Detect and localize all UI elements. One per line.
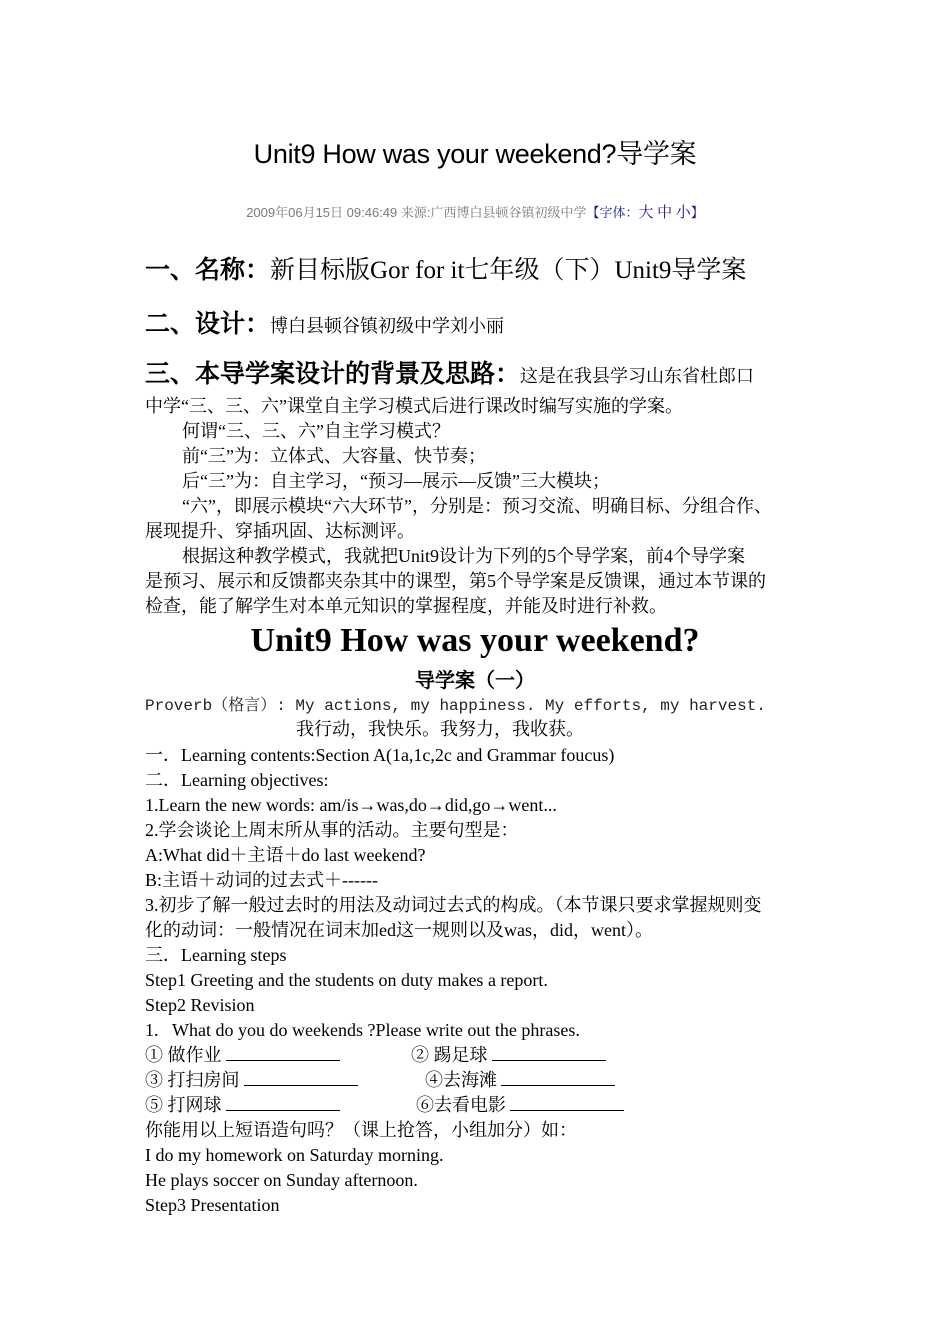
phrase-label: ④去海滩: [425, 1070, 497, 1090]
phrase-label: ⑤ 打网球: [145, 1095, 222, 1115]
phrase-item: [411, 1043, 606, 1068]
lesson-line: 1.Learn the new words: am/is→was,do→did,go→went...: [145, 795, 557, 815]
section-heading: 三、本导学案设计的背景及思路：: [145, 361, 521, 388]
font-size-close: 】: [690, 205, 704, 220]
lesson-line: B:主语＋动词的过去式＋------: [145, 870, 378, 890]
phrase-item: [145, 1093, 340, 1118]
lesson-line: 三．Learning steps: [145, 945, 287, 965]
lesson-line: 一．Learning contents:Section A(1a,1c,2c and Grammar foucus): [145, 745, 615, 765]
paragraph-line: 是预习、展示和反馈都夹杂其中的课型，第5个导学案是反馈课，通过本节课的: [145, 571, 766, 591]
lesson-line: 化的动词：一般情况在词末加ed这一规则以及was，did，went）。: [145, 920, 653, 940]
font-size-medium-link[interactable]: 中: [657, 204, 673, 221]
font-size-small-link[interactable]: 小: [675, 204, 691, 221]
phrase-item: [425, 1068, 615, 1093]
unit-title: Unit9 How was your weekend?: [250, 622, 700, 659]
section-design: [145, 304, 504, 340]
lesson-line: A:What did＋主语＋do last weekend?: [145, 845, 426, 865]
phrase-item: [416, 1093, 624, 1118]
lesson-line: 2.学会谈论上周末所从事的活动。主要句型是：: [145, 820, 519, 840]
paragraph-line: 前“三”为：立体式、大容量、快节奏；: [182, 446, 486, 466]
paragraph-line: 展现提升、穿插巩固、达标测评。: [145, 521, 415, 541]
phrase-item: [145, 1068, 358, 1093]
section-value: 新目标版Gor for it七年级（下）Unit9导学案: [270, 257, 747, 284]
lesson-line: Step2 Revision: [145, 995, 255, 1015]
answer-blank[interactable]: [510, 1094, 624, 1111]
closing-line: He plays soccer on Sunday afternoon.: [145, 1170, 418, 1190]
publish-date-source: 2009年06月15日 09:46:49 来源:广西博白县顿谷镇初级中学: [246, 205, 587, 220]
section-value: 博白县顿谷镇初级中学刘小丽: [270, 316, 505, 336]
font-size-large-link[interactable]: 大: [638, 204, 654, 221]
proverb: Proverb（格言）: My actions, my happiness. My efforts, my harvest.: [145, 697, 766, 715]
lesson-line: Step1 Greeting and the students on duty makes a report.: [145, 970, 548, 990]
paragraph-line: 何谓“三、三、六”自主学习模式？: [182, 421, 450, 441]
section-heading: 一、名称：: [145, 257, 271, 284]
answer-blank[interactable]: [226, 1094, 340, 1111]
answer-blank[interactable]: [492, 1044, 606, 1061]
phrase-item: [145, 1043, 340, 1068]
unit-subtitle: 导学案（一）: [415, 670, 535, 692]
lesson-line: 二．Learning objectives:: [145, 770, 329, 790]
paragraph-line: “六”，即展示模块“六大环节”，分别是：预习交流、明确目标、分组合作、: [182, 496, 772, 516]
phrase-label: ③ 打扫房间: [145, 1070, 240, 1090]
section-value: 这是在我县学习山东省杜郎口: [520, 366, 755, 386]
phrase-label: ⑥去看电影: [416, 1095, 506, 1115]
answer-blank[interactable]: [501, 1069, 615, 1086]
phrase-label: ② 踢足球: [411, 1045, 488, 1065]
section-name: [145, 250, 746, 286]
answer-blank[interactable]: [244, 1069, 358, 1086]
paragraph-line: 检查，能了解学生对本单元知识的掌握程度，并能及时进行补救。: [145, 596, 667, 616]
closing-line: 你能用以上短语造句吗？（课上抢答，小组加分）如：: [145, 1120, 577, 1140]
answer-blank[interactable]: [226, 1044, 340, 1061]
section-background: [145, 354, 754, 390]
proverb-translation: 我行动，我快乐。我努力，我收获。: [296, 719, 584, 739]
document-title: Unit9 How was your weekend?导学案: [253, 139, 697, 169]
paragraph-line: 中学“三、三、六”课堂自主学习模式后进行课改时编写实施的学案。: [145, 396, 683, 416]
lesson-line: 1. What do you do weekends ?Please write out the phrases.: [145, 1020, 580, 1040]
publish-meta: [0, 201, 950, 222]
phrase-label: ① 做作业: [145, 1045, 222, 1065]
paragraph-line: 根据这种教学模式，我就把Unit9设计为下列的5个导学案，前4个导学案: [182, 546, 745, 566]
font-size-label: 【字体：: [586, 205, 639, 220]
closing-line: I do my homework on Saturday morning.: [145, 1145, 444, 1165]
lesson-line: 3.初步了解一般过去时的用法及动词过去式的构成。（本节课只要求掌握规则变: [145, 895, 762, 915]
closing-line: Step3 Presentation: [145, 1195, 280, 1215]
paragraph-line: 后“三”为：自主学习，“预习—展示—反馈”三大模块；: [182, 471, 610, 491]
section-heading: 二、设计：: [145, 311, 271, 338]
